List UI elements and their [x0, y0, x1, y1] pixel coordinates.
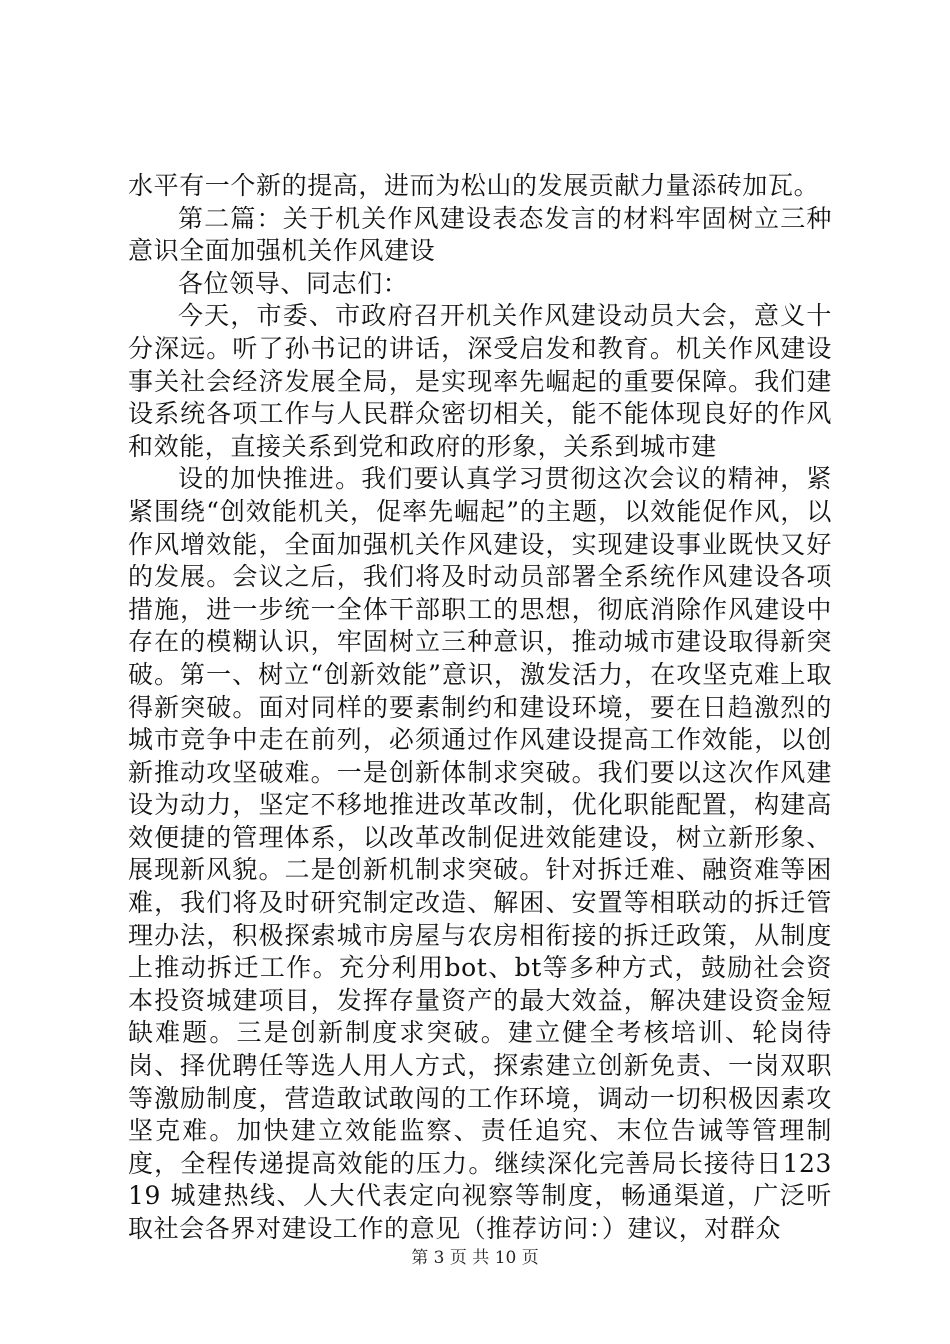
paragraph-main: 设的加快推进。我们要认真学习贯彻这次会议的精神，紧紧围绕“创效能机关，促率先崛起”的主题，以效能促作风，以作风增效能，全面加强机关作风建设，实现建设事业既快又好的发展。会议之后，我们将及时动员部署全系统作风建设各项措施，进一步统一全体干部职工的思想，彻底消除作风建设中存在的模糊认识，牢固树立三种意识，推动城市建设取得新突破。第一、树立“创新效能”意识，激发活力，在攻坚克难上取得新突破。面对同样的要素制约和建设环境，要在日趋激烈的城市竞争中走在前列，必须通过作风建设提高工作效能，以创新推动攻坚破难。一是创新体制求突破。我们要以这次作风建设为动力，坚定不移地推进改革改制，优化职能配置，构建高效便捷的管理体系，以改革改制促进效能建设，树立新形象、展现新风貌。二是创新机制求突破。针对拆迁难、融资难等困难，我们将及时研究制定改造、解困、安置等相联动的拆迁管理办法，积极探索城市房屋与农房相衔接的拆迁政策，从制度上推动拆迁工作。充分利用bot、bt等多种方式，鼓励社会资本投资城建项目，发挥存量资产的最大效益，解决建设资金短缺难题。三是创新制度求突破。建立健全考核培训、轮岗待岗、择优聘任等选人用人方式，探索建立创新免责、一岗双职等激励制度，营造敢试敢闯的工作环境，调动一切积极因素攻坚克难。加快建立效能监察、责任追究、末位告诫等管理制度，全程传递提高效能的压力。继续深化完善局长接待日12319 城建热线、人大代表定向视察等制度，畅通渠道，广泛听取社会各界对建设工作的意见（推荐访问：）建议，对群众 [128, 464, 832, 1243]
paragraph-continuation: 水平有一个新的提高，进而为松山的发展贡献力量添砖加瓦。 [128, 171, 820, 200]
salutation: 各位领导、同志们： [178, 268, 409, 298]
section-heading: 第二篇：关于机关作风建设表态发言的材料牢固树立三种意识全面加强机关作风建设 [128, 203, 832, 266]
document-body [128, 170, 832, 1246]
paragraph-opening: 今天，市委、市政府召开机关作风建设动员大会，意义十分深远。听了孙书记的讲话，深受启发和教育。机关作风建设事关社会经济发展全局，是实现率先崛起的重要保障。我们建设系统各项工作与人民群众密切相关，能不能体现良好的作风和效能，直接关系到党和政府的形象，关系到城市建 [128, 301, 832, 461]
page-number-footer: 第 3 页 共 10 页 [411, 1248, 539, 1268]
